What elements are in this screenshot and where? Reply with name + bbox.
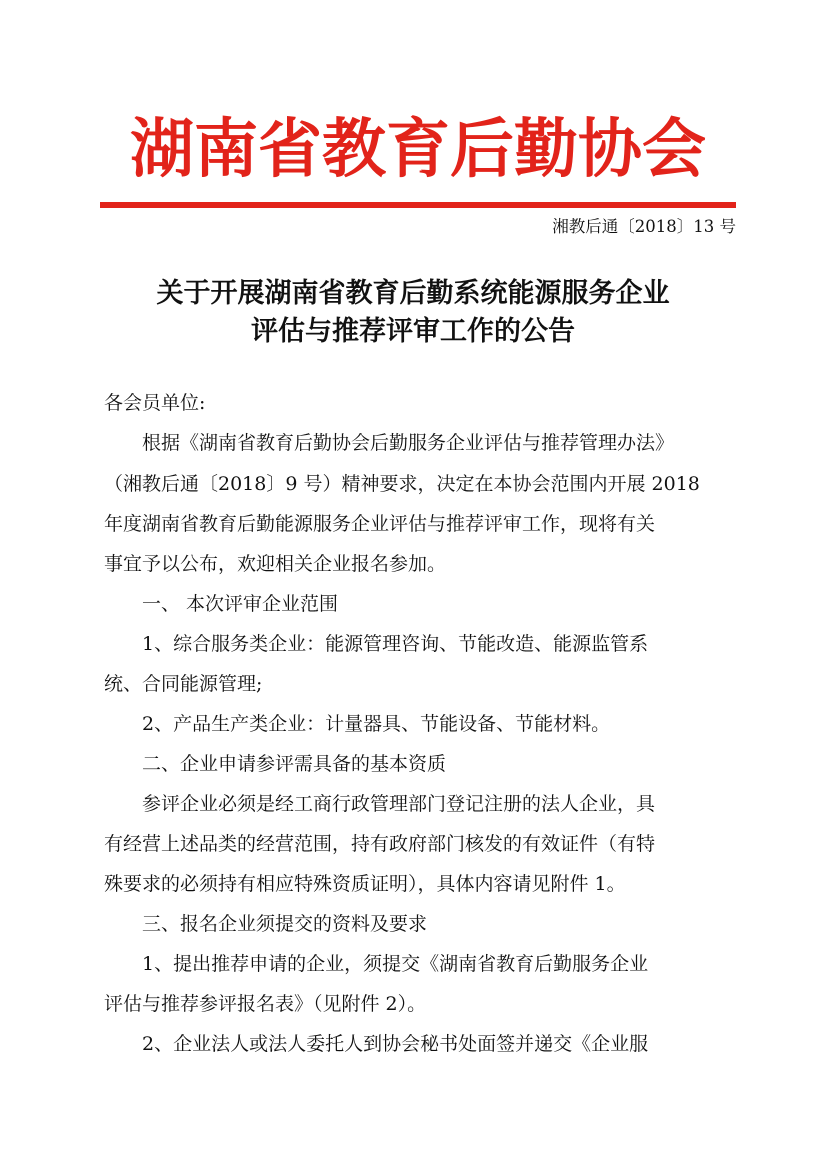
section-1-item-1-line: 1、综合服务类企业：能源管理咨询、节能改造、能源监管系	[142, 633, 649, 655]
section-3-item-1-line: 1、提出推荐申请的企业，须提交《湖南省教育后勤服务企业	[142, 953, 649, 975]
section-2-paragraph-line: 有经营上述品类的经营范围，持有政府部门核发的有效证件（有特	[104, 833, 656, 855]
paragraph-1-line: 年度湖南省教育后勤能源服务企业评估与推荐评审工作，现将有关	[104, 513, 656, 535]
section-3-item-2-line: 2、企业法人或法人委托人到协会秘书处面签并递交《企业服	[142, 1033, 649, 1055]
notice-title-line-1: 关于开展湖南省教育后勤系统能源服务企业	[156, 278, 670, 309]
section-2-paragraph-line: 参评企业必须是经工商行政管理部门登记注册的法人企业，具	[142, 793, 656, 815]
document-number: 湘教后通〔2018〕13 号	[552, 217, 736, 236]
salutation: 各会员单位:	[104, 392, 206, 414]
section-3-heading: 三、报名企业须提交的资料及要求	[142, 913, 428, 935]
notice-title-line-2: 评估与推荐评审工作的公告	[251, 316, 575, 347]
section-3-item-1-line: 评估与推荐参评报名表》（见附件 2）。	[104, 993, 427, 1015]
section-1-item-1-line: 统、合同能源管理;	[104, 673, 263, 695]
section-2-heading: 二、企业申请参评需具备的基本资质	[142, 753, 447, 775]
paragraph-1-line: （湘教后通〔2018〕9 号）精神要求，决定在本协会范围内开展 2018	[104, 473, 700, 495]
section-2-paragraph-line: 殊要求的必须持有相应特殊资质证明），具体内容请见附件 1。	[104, 873, 626, 895]
paragraph-1-line: 事宜予以公布，欢迎相关企业报名参加。	[104, 553, 447, 575]
section-1-item-2: 2、产品生产类企业：计量器具、节能设备、节能材料。	[142, 713, 611, 735]
section-1-heading: 一、 本次评审企业范围	[142, 593, 339, 615]
paragraph-1-line: 根据《湖南省教育后勤协会后勤服务企业评估与推荐管理办法》	[142, 432, 675, 454]
masthead-org-name: 湖南省教育后勤协会	[130, 113, 706, 187]
masthead-red-rule	[100, 202, 736, 208]
